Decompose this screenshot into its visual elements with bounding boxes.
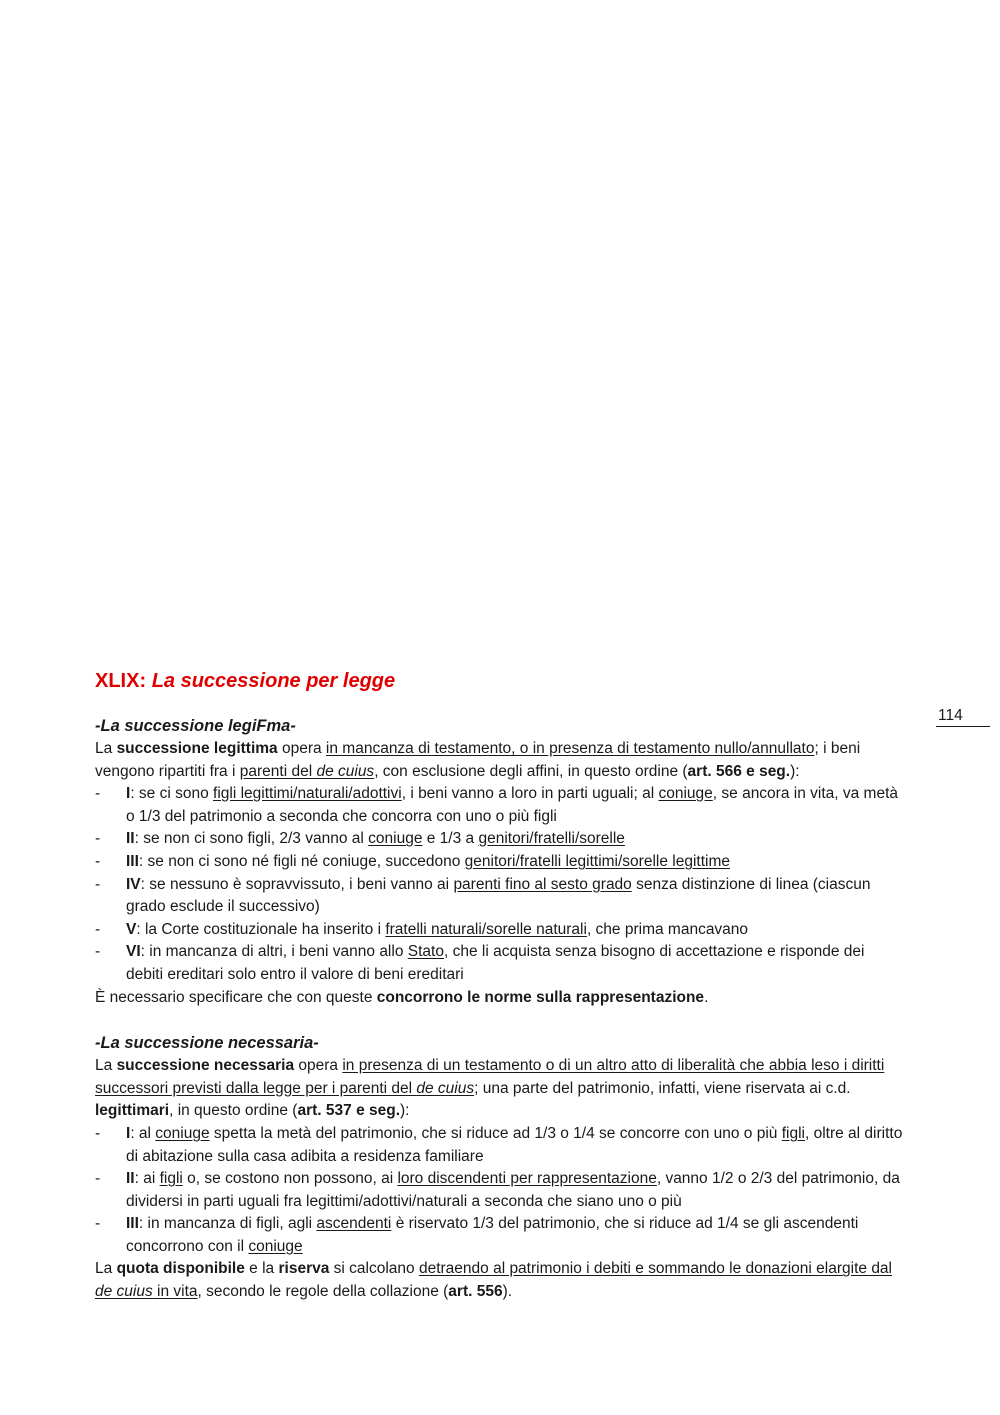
chapter-title xyxy=(95,668,905,694)
list-item: - VI: in mancanza di altri, i beni vanno allo Stato, che li acquista senza bisogno di accettazione e risponde dei debiti ereditari solo entro il valore di beni ereditari xyxy=(95,943,865,983)
paragraph-rappresentazione: È necessario specificare che con queste concorrono le norme sulla rappresentazione. xyxy=(95,988,709,1006)
section-spacer xyxy=(95,1009,905,1032)
list-item: - V: la Corte costituzionale ha inserito i fratelli naturali/sorelle naturali, che prima mancavano xyxy=(95,920,749,938)
section-heading-legittima: -La successione legiFma- xyxy=(95,717,296,735)
paragraph-legittima-intro: La successione legittima opera in mancanza di testamento, o in presenza di testamento nullo/annullato; i beni vengono ripartiti fra i parenti del de cuius, con esclusione degli affini, in questo ordine (art. 566 e seg.): xyxy=(95,740,861,780)
necessaria-order-list xyxy=(95,1123,905,1259)
chapter-number: XLIX: xyxy=(95,670,147,692)
legittima-order-list xyxy=(95,783,905,986)
list-item: - I: al coniuge spetta la metà del patrimonio, che si riduce ad 1/3 o 1/4 se concorre con uno o più figli, oltre al diritto di abitazione sulla casa adibita a residenza familiare xyxy=(95,1124,903,1165)
list-item: - II: se non ci sono figli, 2/3 vanno al coniuge e 1/3 a genitori/fratelli/sorelle xyxy=(95,830,625,848)
paragraph-necessaria-intro: La successione necessaria opera in presenza di un testamento o di un altro atto di liberalità che abbia leso i diritti successori previsti dalla legge per i parenti del de cuius; una parte del patrimonio, infatti, viene riservata ai c.d. legittimari, in questo ordine (art. 537 e seg.): xyxy=(95,1057,885,1120)
list-item: - IV: se nessuno è sopravvissuto, i beni vanno ai parenti fino al sesto grado senza distinzione di linea (ciascun grado esclude il successivo) xyxy=(95,875,871,916)
list-item: - I: se ci sono figli legittimi/naturali/adottivi, i beni vanno a loro in parti uguali; al coniuge, se ancora in vita, va metà o 1/3 del patrimonio a seconda che concorra con uno o più figli xyxy=(95,785,899,825)
list-item: - II: ai figli o, se costono non possono, ai loro discendenti per rappresentazione, vanno 1/2 o 2/3 del patrimonio, da dividersi in parti uguali fra legittimi/adottivi/naturali a seconda che siano uno o più xyxy=(95,1170,900,1210)
page-number: 114 xyxy=(936,706,990,727)
section-heading-necessaria: -La successione necessaria- xyxy=(95,1034,319,1053)
list-item: - III: in mancanza di figli, agli ascendenti è riservato 1/3 del patrimonio, che si riduce ad 1/4 se gli ascendenti concorrono con il coniuge xyxy=(95,1215,859,1255)
chapter-title-text: La successione per legge xyxy=(151,670,396,692)
paragraph-quota-disponibile: La quota disponibile e la riserva si calcolano detraendo al patrimonio i debiti e sommando le donazioni elargite dal de cuius in vita, secondo le regole della collazione (art. 556). xyxy=(95,1260,892,1301)
list-item: - III: se non ci sono né figli né coniuge, succedono genitori/fratelli legittimi/sorelle legittime xyxy=(95,852,730,870)
document-body xyxy=(95,668,905,1304)
